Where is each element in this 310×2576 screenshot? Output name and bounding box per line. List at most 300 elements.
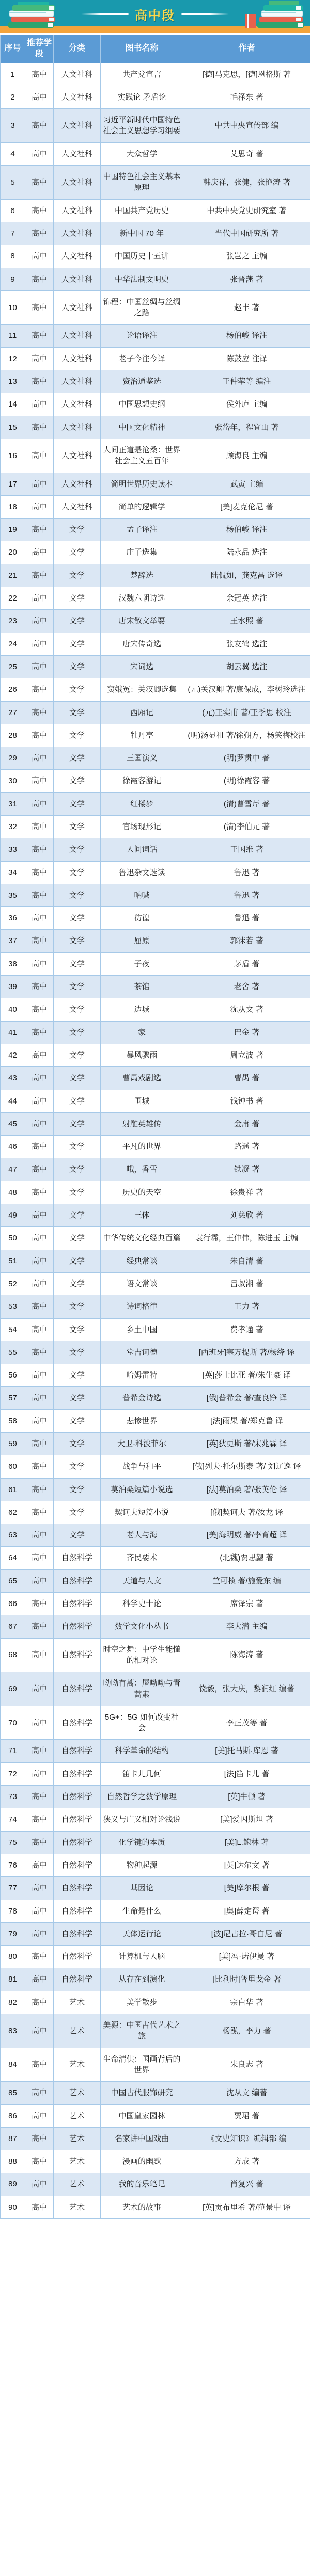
cell-title: 简明世界历史读本 (101, 473, 183, 495)
cell-stage: 高中 (25, 1318, 54, 1341)
cell-author: 王国维 著 (183, 838, 310, 861)
book-stack-right-icon (244, 0, 305, 28)
cell-index: 27 (1, 701, 25, 724)
cell-author: 张晋藩 著 (183, 268, 310, 290)
cell-author: [美]L.鲍林 著 (183, 1831, 310, 1854)
cell-author: 陈海涛 著 (183, 1638, 310, 1672)
cell-title: 物种起源 (101, 1854, 183, 1876)
cell-stage: 高中 (25, 1547, 54, 1569)
table-row (1, 1524, 310, 1547)
cell-index: 73 (1, 1786, 25, 1808)
cell-stage: 高中 (25, 495, 54, 518)
cell-author: (元)王实甫 著/王季思 校注 (183, 701, 310, 724)
cell-author: 贾珺 著 (183, 2104, 310, 2127)
cell-stage: 高中 (25, 222, 54, 245)
table-row (1, 2127, 310, 2150)
cell-author: 老舍 著 (183, 976, 310, 998)
cell-author: 巴金 著 (183, 1021, 310, 1044)
table-row (1, 222, 310, 245)
cell-title: 汉魏六朝诗选 (101, 587, 183, 610)
cell-index: 22 (1, 587, 25, 610)
cell-title: 历史的天空 (101, 1181, 183, 1204)
table-row (1, 1706, 310, 1740)
cell-author: 《文史知识》编辑部 编 (183, 2127, 310, 2150)
cell-index: 5 (1, 166, 25, 200)
column-header: 推荐学段 (25, 35, 54, 63)
cell-stage: 高中 (25, 1272, 54, 1295)
cell-category: 文学 (54, 1478, 101, 1501)
cell-author: [法]雨果 著/郑克鲁 译 (183, 1409, 310, 1432)
table-row (1, 1409, 310, 1432)
cell-author: (清)曹雪芹 著 (183, 792, 310, 815)
cell-category: 自然科学 (54, 1854, 101, 1876)
table-row (1, 1922, 310, 1945)
cell-stage: 高中 (25, 1762, 54, 1785)
cell-index: 37 (1, 930, 25, 952)
cell-author: 肖复兴 著 (183, 2173, 310, 2196)
cell-category: 自然科学 (54, 1786, 101, 1808)
cell-category: 人文社科 (54, 416, 101, 439)
cell-author: 陆永品 选注 (183, 541, 310, 564)
cell-category: 人文社科 (54, 268, 101, 290)
table-row (1, 416, 310, 439)
table-row (1, 2196, 310, 2218)
table-row (1, 1854, 310, 1876)
table-row (1, 2104, 310, 2127)
table-row (1, 1341, 310, 1364)
cell-stage: 高中 (25, 564, 54, 587)
cell-index: 10 (1, 290, 25, 325)
cell-stage: 高中 (25, 347, 54, 370)
cell-category: 文学 (54, 655, 101, 678)
cell-category: 自然科学 (54, 1946, 101, 1968)
cell-index: 64 (1, 1547, 25, 1569)
cell-title: 生命清供：国画背后的世界 (101, 2048, 183, 2082)
cell-index: 90 (1, 2196, 25, 2218)
cell-title: 战争与和平 (101, 1455, 183, 1478)
cell-stage: 高中 (25, 142, 54, 165)
cell-title: 哦，香雪 (101, 1158, 183, 1181)
table-row (1, 724, 310, 747)
cell-category: 自然科学 (54, 1593, 101, 1615)
cell-index: 43 (1, 1067, 25, 1090)
cell-index: 62 (1, 1501, 25, 1524)
cell-stage: 高中 (25, 2150, 54, 2173)
cell-author: 竺可桢 著/施爱东 编 (183, 1569, 310, 1592)
cell-author: [英]达尔文 著 (183, 1854, 310, 1876)
cell-category: 艺术 (54, 1991, 101, 2014)
cell-category: 人文社科 (54, 109, 101, 143)
cell-author: [俄]列夫·托尔斯泰 著/ 刘辽逸 译 (183, 1455, 310, 1478)
cell-index: 50 (1, 1227, 25, 1250)
cell-title: 习近平新时代中国特色社会主义思想学习纲要 (101, 109, 183, 143)
cell-author: 王仲荦等 编注 (183, 370, 310, 393)
cell-index: 79 (1, 1922, 25, 1945)
cell-stage: 高中 (25, 393, 54, 416)
cell-stage: 高中 (25, 1455, 54, 1478)
cell-author: [美]海明威 著/李育超 译 (183, 1524, 310, 1547)
cell-index: 52 (1, 1272, 25, 1295)
cell-title: 从存在到演化 (101, 1968, 183, 1991)
cell-category: 文学 (54, 815, 101, 838)
cell-author: 茅盾 著 (183, 952, 310, 975)
cell-stage: 高中 (25, 1090, 54, 1112)
cell-title: 红楼梦 (101, 792, 183, 815)
cell-author: (明)徐霞客 著 (183, 770, 310, 792)
cell-category: 自然科学 (54, 1615, 101, 1638)
cell-category: 文学 (54, 884, 101, 906)
cell-author: 胡云翼 选注 (183, 655, 310, 678)
cell-title: 资治通鉴选 (101, 370, 183, 393)
cell-stage: 高中 (25, 724, 54, 747)
cell-index: 3 (1, 109, 25, 143)
book-table (0, 35, 310, 2219)
table-row (1, 1067, 310, 1090)
cell-author: [比利时]普里戈金 著 (183, 1968, 310, 1991)
cell-stage: 高中 (25, 1854, 54, 1876)
cell-title: 齐民要术 (101, 1547, 183, 1569)
cell-author: [英]狄更斯 著/宋兆霖 译 (183, 1433, 310, 1455)
cell-stage: 高中 (25, 439, 54, 473)
cell-stage: 高中 (25, 930, 54, 952)
cell-category: 文学 (54, 1158, 101, 1181)
cell-title: 生命是什么 (101, 1900, 183, 1922)
cell-author: 陆侃如，龚克昌 选译 (183, 564, 310, 587)
cell-stage: 高中 (25, 976, 54, 998)
table-row (1, 439, 310, 473)
cell-author: [波]尼古拉·哥白尼 著 (183, 1922, 310, 1945)
cell-category: 文学 (54, 1250, 101, 1272)
cell-stage: 高中 (25, 701, 54, 724)
table-row (1, 815, 310, 838)
cell-author: 徐贵祥 著 (183, 1181, 310, 1204)
cell-category: 文学 (54, 998, 101, 1021)
table-row (1, 1181, 310, 1204)
cell-category: 人文社科 (54, 495, 101, 518)
cell-stage: 高中 (25, 1181, 54, 1204)
cell-index: 25 (1, 655, 25, 678)
cell-stage: 高中 (25, 1900, 54, 1922)
table-row (1, 1295, 310, 1318)
cell-category: 文学 (54, 976, 101, 998)
table-row (1, 1044, 310, 1066)
cell-stage: 高中 (25, 2082, 54, 2104)
cell-title: 官场现形记 (101, 815, 183, 838)
table-row (1, 976, 310, 998)
table-row (1, 1900, 310, 1922)
table-row (1, 838, 310, 861)
cell-stage: 高中 (25, 838, 54, 861)
cell-index: 19 (1, 519, 25, 541)
table-row (1, 2082, 310, 2104)
cell-stage: 高中 (25, 1740, 54, 1762)
cell-stage: 高中 (25, 473, 54, 495)
cell-author: 金庸 著 (183, 1112, 310, 1135)
cell-title: 中国共产党历史 (101, 199, 183, 222)
cell-index: 57 (1, 1387, 25, 1409)
cell-stage: 高中 (25, 1158, 54, 1181)
cell-index: 76 (1, 1854, 25, 1876)
cell-category: 人文社科 (54, 325, 101, 347)
cell-category: 文学 (54, 1112, 101, 1135)
cell-index: 58 (1, 1409, 25, 1432)
cell-title: 名家讲中国戏曲 (101, 2127, 183, 2150)
cell-author: [英]莎士比亚 著/朱生豪 译 (183, 1364, 310, 1387)
cell-category: 文学 (54, 1387, 101, 1409)
table-row (1, 1455, 310, 1478)
table-row (1, 1762, 310, 1785)
cell-index: 11 (1, 325, 25, 347)
table-row (1, 747, 310, 770)
cell-index: 49 (1, 1204, 25, 1227)
cell-index: 14 (1, 393, 25, 416)
cell-stage: 高中 (25, 792, 54, 815)
cell-index: 30 (1, 770, 25, 792)
cell-title: 呐喊 (101, 884, 183, 906)
cell-category: 文学 (54, 1318, 101, 1341)
table-row (1, 655, 310, 678)
cell-index: 1 (1, 63, 25, 86)
cell-author: [西班牙]塞万提斯 著/杨绛 译 (183, 1341, 310, 1364)
cell-title: 美学散步 (101, 1991, 183, 2014)
cell-author: 费孝通 著 (183, 1318, 310, 1341)
cell-author: (元)关汉卿 著/康保成，李树玲选注 (183, 678, 310, 701)
table-row (1, 1021, 310, 1044)
cell-index: 33 (1, 838, 25, 861)
cell-author: 余冠英 选注 (183, 587, 310, 610)
cell-author: 朱自清 著 (183, 1250, 310, 1272)
cell-index: 46 (1, 1136, 25, 1158)
cell-index: 29 (1, 747, 25, 770)
cell-stage: 高中 (25, 2127, 54, 2150)
cell-stage: 高中 (25, 1250, 54, 1272)
cell-stage: 高中 (25, 907, 54, 930)
table-row (1, 1672, 310, 1706)
cell-title: 大众哲学 (101, 142, 183, 165)
cell-index: 28 (1, 724, 25, 747)
cell-title: 计算机与人脑 (101, 1946, 183, 1968)
cell-title: 屈原 (101, 930, 183, 952)
cell-stage: 高中 (25, 63, 54, 86)
cell-category: 文学 (54, 1409, 101, 1432)
cell-stage: 高中 (25, 1295, 54, 1318)
cell-title: 唐宋传奇选 (101, 633, 183, 655)
table-row (1, 952, 310, 975)
cell-category: 文学 (54, 1341, 101, 1364)
cell-title: 曹禺戏剧选 (101, 1067, 183, 1090)
cell-author: 张岱年，程宜山 著 (183, 416, 310, 439)
cell-stage: 高中 (25, 1524, 54, 1547)
cell-author: 宗白华 著 (183, 1991, 310, 2014)
cell-index: 20 (1, 541, 25, 564)
cell-title: 唐宋散文举要 (101, 610, 183, 633)
cell-category: 文学 (54, 678, 101, 701)
table-row (1, 2173, 310, 2196)
cell-author: 沈从文 著 (183, 998, 310, 1021)
cell-category: 文学 (54, 633, 101, 655)
cell-category: 人文社科 (54, 347, 101, 370)
cell-author: 周立波 著 (183, 1044, 310, 1066)
table-row (1, 770, 310, 792)
cell-index: 12 (1, 347, 25, 370)
cell-author: 鲁迅 著 (183, 861, 310, 884)
cell-stage: 高中 (25, 290, 54, 325)
cell-category: 人文社科 (54, 473, 101, 495)
cell-author: 张友鹤 选注 (183, 633, 310, 655)
cell-stage: 高中 (25, 245, 54, 268)
cell-title: 共产党宣言 (101, 63, 183, 86)
cell-title: 呦呦有蒿：屠呦呦与青蒿素 (101, 1672, 183, 1706)
cell-author: [美]摩尔根 著 (183, 1877, 310, 1900)
cell-title: 契诃夫短篇小说 (101, 1501, 183, 1524)
cell-category: 人文社科 (54, 86, 101, 108)
cell-title: 时空之舞：中学生能懂的相对论 (101, 1638, 183, 1672)
table-row (1, 1593, 310, 1615)
cell-category: 自然科学 (54, 1877, 101, 1900)
cell-stage: 高中 (25, 1968, 54, 1991)
cell-author: 王水照 著 (183, 610, 310, 633)
cell-author: 毛泽东 著 (183, 86, 310, 108)
table-row (1, 2150, 310, 2173)
cell-category: 文学 (54, 564, 101, 587)
cell-index: 8 (1, 245, 25, 268)
cell-stage: 高中 (25, 325, 54, 347)
cell-author: 袁行霈，王仲伟，陈进玉 主编 (183, 1227, 310, 1250)
cell-author: 艾思奇 著 (183, 142, 310, 165)
cell-stage: 高中 (25, 1593, 54, 1615)
column-header: 图书名称 (101, 35, 183, 63)
cell-category: 文学 (54, 1501, 101, 1524)
cell-title: 艺术的故事 (101, 2196, 183, 2218)
table-row (1, 1204, 310, 1227)
cell-stage: 高中 (25, 2014, 54, 2048)
cell-stage: 高中 (25, 109, 54, 143)
cell-title: 徐霞客游记 (101, 770, 183, 792)
cell-title: 普希金诗选 (101, 1387, 183, 1409)
cell-author: 中共中央宣传部 编 (183, 109, 310, 143)
cell-index: 65 (1, 1569, 25, 1592)
table-row (1, 393, 310, 416)
cell-title: 中华法制文明史 (101, 268, 183, 290)
cell-category: 文学 (54, 610, 101, 633)
cell-stage: 高中 (25, 1501, 54, 1524)
cell-title: 天道与人文 (101, 1569, 183, 1592)
table-row (1, 495, 310, 518)
cell-category: 文学 (54, 770, 101, 792)
cell-title: 暴风骤雨 (101, 1044, 183, 1066)
cell-title: 5G+：5G 如何改变社会 (101, 1706, 183, 1740)
table-row (1, 1250, 310, 1272)
cell-author: 郭沫若 著 (183, 930, 310, 952)
cell-title: 莫泊桑短篇小说选 (101, 1478, 183, 1501)
cell-stage: 高中 (25, 861, 54, 884)
cell-title: 边城 (101, 998, 183, 1021)
cell-stage: 高中 (25, 268, 54, 290)
cell-stage: 高中 (25, 952, 54, 975)
cell-index: 59 (1, 1433, 25, 1455)
cell-category: 艺术 (54, 2196, 101, 2218)
cell-category: 艺术 (54, 2173, 101, 2196)
cell-title: 西厢记 (101, 701, 183, 724)
cell-title: 堂吉诃德 (101, 1341, 183, 1364)
table-row (1, 1877, 310, 1900)
table-row (1, 1968, 310, 1991)
cell-category: 文学 (54, 747, 101, 770)
cell-author: [法]莫泊桑 著/张英伦 译 (183, 1478, 310, 1501)
table-row (1, 519, 310, 541)
cell-category: 文学 (54, 1067, 101, 1090)
cell-index: 80 (1, 1946, 25, 1968)
cell-author: 吕叔湘 著 (183, 1272, 310, 1295)
cell-category: 人文社科 (54, 142, 101, 165)
cell-title: 平凡的世界 (101, 1136, 183, 1158)
table-row (1, 998, 310, 1021)
cell-category: 自然科学 (54, 1808, 101, 1831)
table-row (1, 861, 310, 884)
cell-stage: 高中 (25, 1044, 54, 1066)
cell-title: 围城 (101, 1090, 183, 1112)
column-header: 作者 (183, 35, 310, 63)
table-row (1, 884, 310, 906)
table-row (1, 610, 310, 633)
cell-title: 子夜 (101, 952, 183, 975)
cell-index: 81 (1, 1968, 25, 1991)
cell-index: 68 (1, 1638, 25, 1672)
cell-title: 中华传统文化经典百篇 (101, 1227, 183, 1250)
cell-index: 55 (1, 1341, 25, 1364)
table-row (1, 792, 310, 815)
cell-stage: 高中 (25, 1433, 54, 1455)
cell-index: 53 (1, 1295, 25, 1318)
cell-category: 文学 (54, 1021, 101, 1044)
cell-category: 文学 (54, 1204, 101, 1227)
cell-category: 文学 (54, 1433, 101, 1455)
table-row (1, 1946, 310, 1968)
table-row (1, 1808, 310, 1831)
table-row (1, 63, 310, 86)
cell-title: 庄子选集 (101, 541, 183, 564)
cell-category: 文学 (54, 1272, 101, 1295)
cell-index: 70 (1, 1706, 25, 1740)
cell-author: (明)罗贯中 著 (183, 747, 310, 770)
cell-index: 72 (1, 1762, 25, 1785)
table-row (1, 1090, 310, 1112)
cell-author: 曹禺 著 (183, 1067, 310, 1090)
cell-category: 文学 (54, 587, 101, 610)
table-row (1, 1569, 310, 1592)
table-row (1, 199, 310, 222)
cell-stage: 高中 (25, 519, 54, 541)
cell-author: 朱良志 著 (183, 2048, 310, 2082)
cell-stage: 高中 (25, 1067, 54, 1090)
cell-category: 文学 (54, 930, 101, 952)
table-row (1, 1387, 310, 1409)
cell-title: 大卫·科波菲尔 (101, 1433, 183, 1455)
cell-stage: 高中 (25, 1409, 54, 1432)
cell-category: 文学 (54, 519, 101, 541)
cell-stage: 高中 (25, 1478, 54, 1501)
cell-stage: 高中 (25, 1946, 54, 1968)
cell-author: 陈鼓应 注译 (183, 347, 310, 370)
cell-stage: 高中 (25, 655, 54, 678)
table-row (1, 109, 310, 143)
cell-category: 文学 (54, 541, 101, 564)
cell-stage: 高中 (25, 884, 54, 906)
cell-index: 75 (1, 1831, 25, 1854)
cell-stage: 高中 (25, 1112, 54, 1135)
cell-stage: 高中 (25, 1831, 54, 1854)
table-row (1, 1786, 310, 1808)
